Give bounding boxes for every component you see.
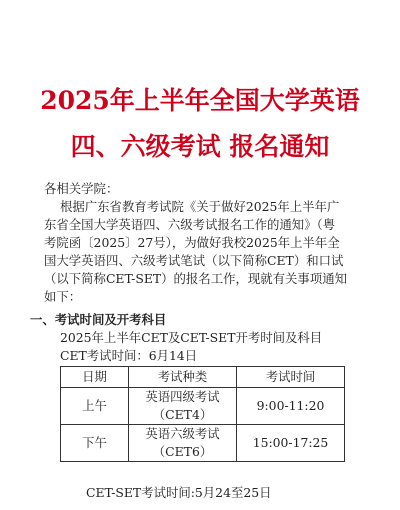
cet-exam-time: CET考试时间：6月14日 (60, 348, 198, 363)
paragraph-line: 如下： (44, 289, 82, 304)
header-time: 考试时间 (237, 367, 345, 388)
kind-code: （CET6） (152, 444, 213, 459)
title-line-1: 2025年上半年全国大学英语 (40, 86, 360, 115)
row-kind (129, 388, 237, 425)
section-heading: 一、考试时间及开考科目 (30, 312, 167, 327)
section-intro: 2025年上半年CET及CET-SET开考时间及科目 (60, 330, 323, 345)
table-row (61, 425, 345, 462)
paragraph-line: 根据广东省教育考试院《关于做好2025年上半年广 (60, 199, 340, 214)
title-line-2: 四、六级考试 报名通知 (70, 132, 330, 161)
paragraph-line: 考院函〔2025〕27号），为做好我校2025年上半年全 (44, 235, 340, 250)
cet-set-exam-time: CET-SET考试时间:5月24至25日 (86, 485, 272, 500)
kind-name: 英语四级考试 (145, 389, 220, 404)
row-kind (129, 425, 237, 462)
row-date: 上午 (61, 388, 129, 425)
paragraph-line: （以下简称CET-SET）的报名工作，现就有关事项通知 (44, 271, 347, 286)
exam-schedule-table (60, 366, 345, 462)
kind-name: 英语六级考试 (145, 426, 220, 441)
paragraph-line: 东省全国大学英语四、六级考试报名工作的通知》（粤 (44, 217, 336, 232)
salutation: 各相关学院： (44, 181, 119, 196)
table-row (61, 388, 345, 425)
header-date: 日期 (61, 367, 129, 388)
paragraph-line: 国大学英语四、六级考试笔试（以下简称CET）和口试 (44, 253, 344, 268)
header-kind: 考试种类 (129, 367, 237, 388)
kind-code: （CET4） (152, 407, 213, 422)
row-date: 下午 (61, 425, 129, 462)
table-header-row (61, 367, 345, 388)
row-time: 9:00-11:20 (237, 388, 345, 425)
row-time: 15:00-17:25 (237, 425, 345, 462)
